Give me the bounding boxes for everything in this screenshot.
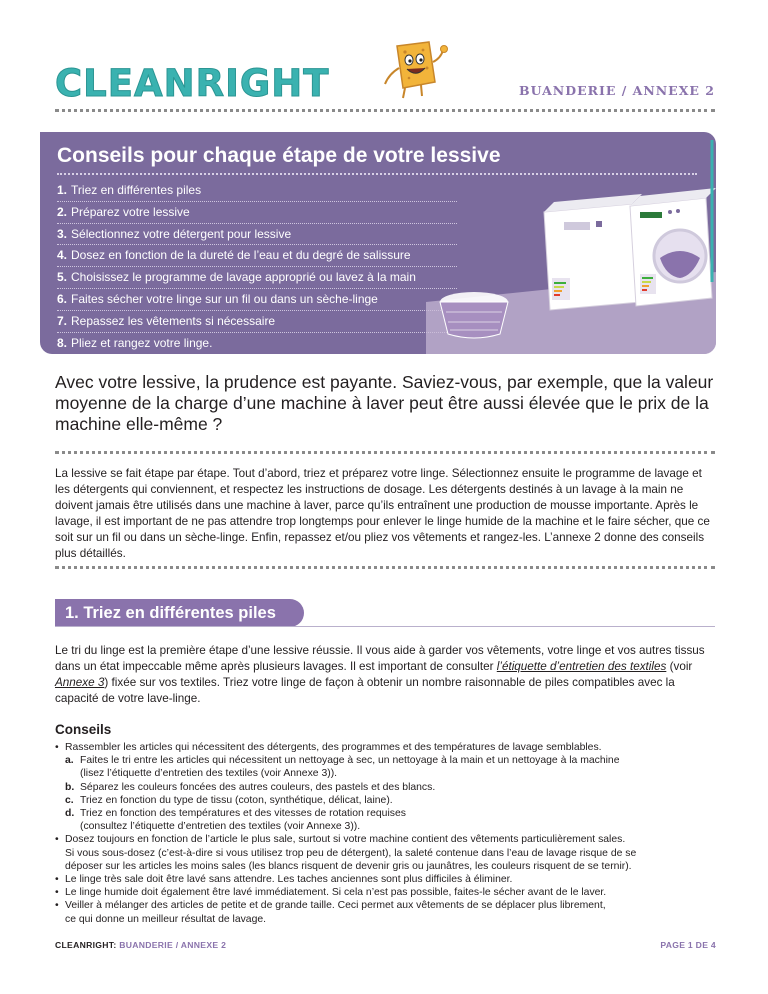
intro-divider — [55, 451, 715, 454]
step-number: 6. — [57, 291, 68, 306]
laundry-room-illustration — [426, 132, 716, 354]
sub-letter: b. — [65, 781, 75, 793]
step-text: Pliez et rangez votre linge. — [71, 335, 213, 350]
step-number: 3. — [57, 226, 68, 241]
tips-title: Conseils — [55, 722, 112, 737]
sub-text: Faites le tri entre les articles qui nécessitent un nettoyage à sec, un nettoyage à la main et un nettoyage à la machine — [80, 755, 620, 767]
step-item — [57, 311, 457, 333]
section-heading: 1. Triez en différentes piles — [55, 599, 304, 627]
step-text: Choisissez le programme de lavage approprié ou lavez à la main — [71, 270, 416, 285]
tip-item — [55, 873, 725, 886]
step-number: 7. — [57, 313, 68, 328]
step-text: Faites sécher votre linge sur un fil ou dans un sèche-linge — [71, 291, 378, 306]
bullet: • — [55, 887, 59, 899]
sub-continuation — [55, 767, 725, 780]
sponge-mascot-icon — [375, 38, 455, 102]
page-header — [55, 38, 715, 108]
tip-item — [55, 833, 725, 846]
sub-continuation — [55, 820, 725, 833]
sub-text: )). — [327, 768, 338, 780]
header-divider — [55, 109, 715, 112]
tip-item — [55, 741, 725, 754]
sub-letter: a. — [65, 755, 74, 767]
step-number: 1. — [57, 183, 68, 197]
step-item — [57, 267, 457, 289]
tips-list — [55, 741, 725, 926]
care-label-link[interactable]: l’étiquette d’entretien des textiles — [496, 660, 667, 673]
bullet: • — [55, 834, 59, 846]
care-label-link[interactable]: l’étiquette d’entretien des textiles — [107, 768, 258, 780]
section-text: Le tri du linge est la première étape d’une lessive réussie. Il vous aide à garder vos vêtements, votre linge et vos autres tissus dans un état impeccable même après plusieurs lavages. Il est important de consulter — [55, 644, 705, 673]
tip-item — [55, 886, 725, 899]
banner-title: Conseils pour chaque étape de votre lessive — [57, 144, 501, 167]
sub-text: )). — [350, 821, 361, 833]
sub-text: (voir — [281, 821, 307, 833]
section-text: (voir — [666, 660, 693, 673]
footer-brand: CLEANRIGHT: — [55, 940, 117, 950]
tip-item — [55, 899, 725, 912]
cleanright-logo: CLEANRIGHT — [55, 62, 330, 105]
step-number: 5. — [57, 270, 68, 285]
step-item — [57, 224, 457, 246]
section-paragraph — [55, 643, 715, 707]
step-item — [57, 202, 457, 224]
step-text: Préparez votre lessive — [71, 204, 190, 219]
bullet: • — [55, 742, 59, 753]
tip-continuation: Si vous sous-dosez (c’est-à-dire si vous utilisez trop peu de détergent), la saleté contenue dans l’eau de lavage risque de se — [65, 847, 637, 859]
step-text: Dosez en fonction de la dureté de l’eau et du degré de salissure — [71, 248, 411, 263]
sub-item — [55, 754, 725, 767]
sub-item — [55, 807, 725, 820]
tip-text: Veiller à mélanger des articles de petite et de grande taille. Ceci permet aux vêtements de se déplacer plus librement, — [65, 900, 606, 912]
tip-continuation: ce qui donne un meilleur résultat de lavage. — [65, 913, 267, 925]
step-item — [57, 289, 457, 311]
sub-item — [55, 794, 725, 807]
step-number: 8. — [57, 335, 68, 350]
tip-text: Le linge humide doit également être lavé immédiatement. Si cela n’est pas possible, faites-le sécher avant de le laver. — [65, 887, 607, 899]
sub-text: (consultez — [80, 821, 131, 833]
page-number: PAGE 1 DE 4 — [660, 940, 716, 950]
steps-banner — [40, 132, 716, 354]
tip-continuation: déposer sur les articles les moins sales (les blancs risquent de devenir gris ou jaunâtres, les couleurs risquent de se ternir). — [65, 860, 632, 872]
section-underline — [55, 626, 715, 627]
tip-text: Dosez toujours en fonction de l’article le plus sale, surtout si votre machine contient des vêtements particulièrement sales. — [65, 834, 626, 846]
step-number: 4. — [57, 248, 68, 263]
overview-paragraph: La lessive se fait étape par étape. Tout d’abord, triez et préparez votre linge. Sélectionnez ensuite le programme de lavage et les détergents qui conviennent, et respectez les instructions de dosage. Les détergents destinés à un lavage à la main ne doivent jamais être utilisés dans une machine à laver, parce qu’ils entraînent une production de mousse importante. Après le lavage, il est important de ne pas attendre trop longtemps pour enlever le linge humide de la machine et le faire sécher, que ce soit sur un fil ou dans un sèche-linge. Enfin, repassez et/ou pliez vos vêtements et rangez-les. L’annexe 2 donne des conseils plus détaillés. — [55, 467, 710, 560]
section-reference: BUANDERIE / ANNEXE 2 — [519, 83, 715, 98]
intro-text: Avec votre lessive, la prudence est payante. Saviez-vous, par exemple, que la valeur moyenne de la charge d’une machine à laver peut être aussi élevée que le prix de la machine elle-même ? — [55, 372, 714, 434]
tip-text: Rassembler les articles qui nécessitent des détergents, des programmes et des températures de lavage semblables. — [65, 742, 602, 753]
bullet: • — [55, 900, 59, 912]
step-number: 2. — [57, 204, 68, 219]
step-item — [57, 245, 457, 267]
annex-3-link[interactable]: Annexe 3 — [306, 821, 351, 833]
care-label-link[interactable]: l’étiquette d’entretien des textiles — [130, 821, 282, 833]
sub-text: Triez en fonction du type de tissu (coton, synthétique, délicat, laine). — [80, 794, 393, 806]
annex-3-link[interactable]: Annexe 3 — [55, 676, 105, 689]
sub-item — [55, 781, 725, 794]
section-text: ) fixée sur vos textiles. Triez votre linge de façon à obtenir un nombre raisonnable de piles compatibles avec la capacité de votre lave-linge. — [55, 676, 675, 705]
bullet: • — [55, 874, 59, 886]
step-item — [57, 333, 457, 354]
step-text: Sélectionnez votre détergent pour lessive — [71, 226, 292, 241]
sub-text: (lisez — [80, 768, 108, 780]
steps-list — [57, 180, 457, 354]
step-text: Repassez les vêtements si nécessaire — [71, 313, 276, 328]
sub-letter: d. — [65, 808, 75, 820]
sub-letter: c. — [65, 794, 74, 806]
sub-text: (voir — [257, 768, 284, 780]
footer-left — [55, 940, 226, 950]
step-text: Triez en différentes piles — [71, 183, 202, 197]
sub-text: Triez en fonction des températures et des vitesses de rotation requises — [80, 808, 406, 820]
tip-text: Le linge très sale doit être lavé sans attendre. Les taches anciennes sont plus difficiles à éliminer. — [65, 874, 513, 886]
step-item — [57, 180, 457, 202]
sub-text: Séparez les couleurs foncées des autres couleurs, des pastels et des blancs. — [80, 781, 436, 793]
footer-path: BUANDERIE / ANNEXE 2 — [116, 940, 227, 950]
overview-divider — [55, 566, 715, 569]
annex-3-link[interactable]: Annexe 3 — [283, 768, 328, 780]
